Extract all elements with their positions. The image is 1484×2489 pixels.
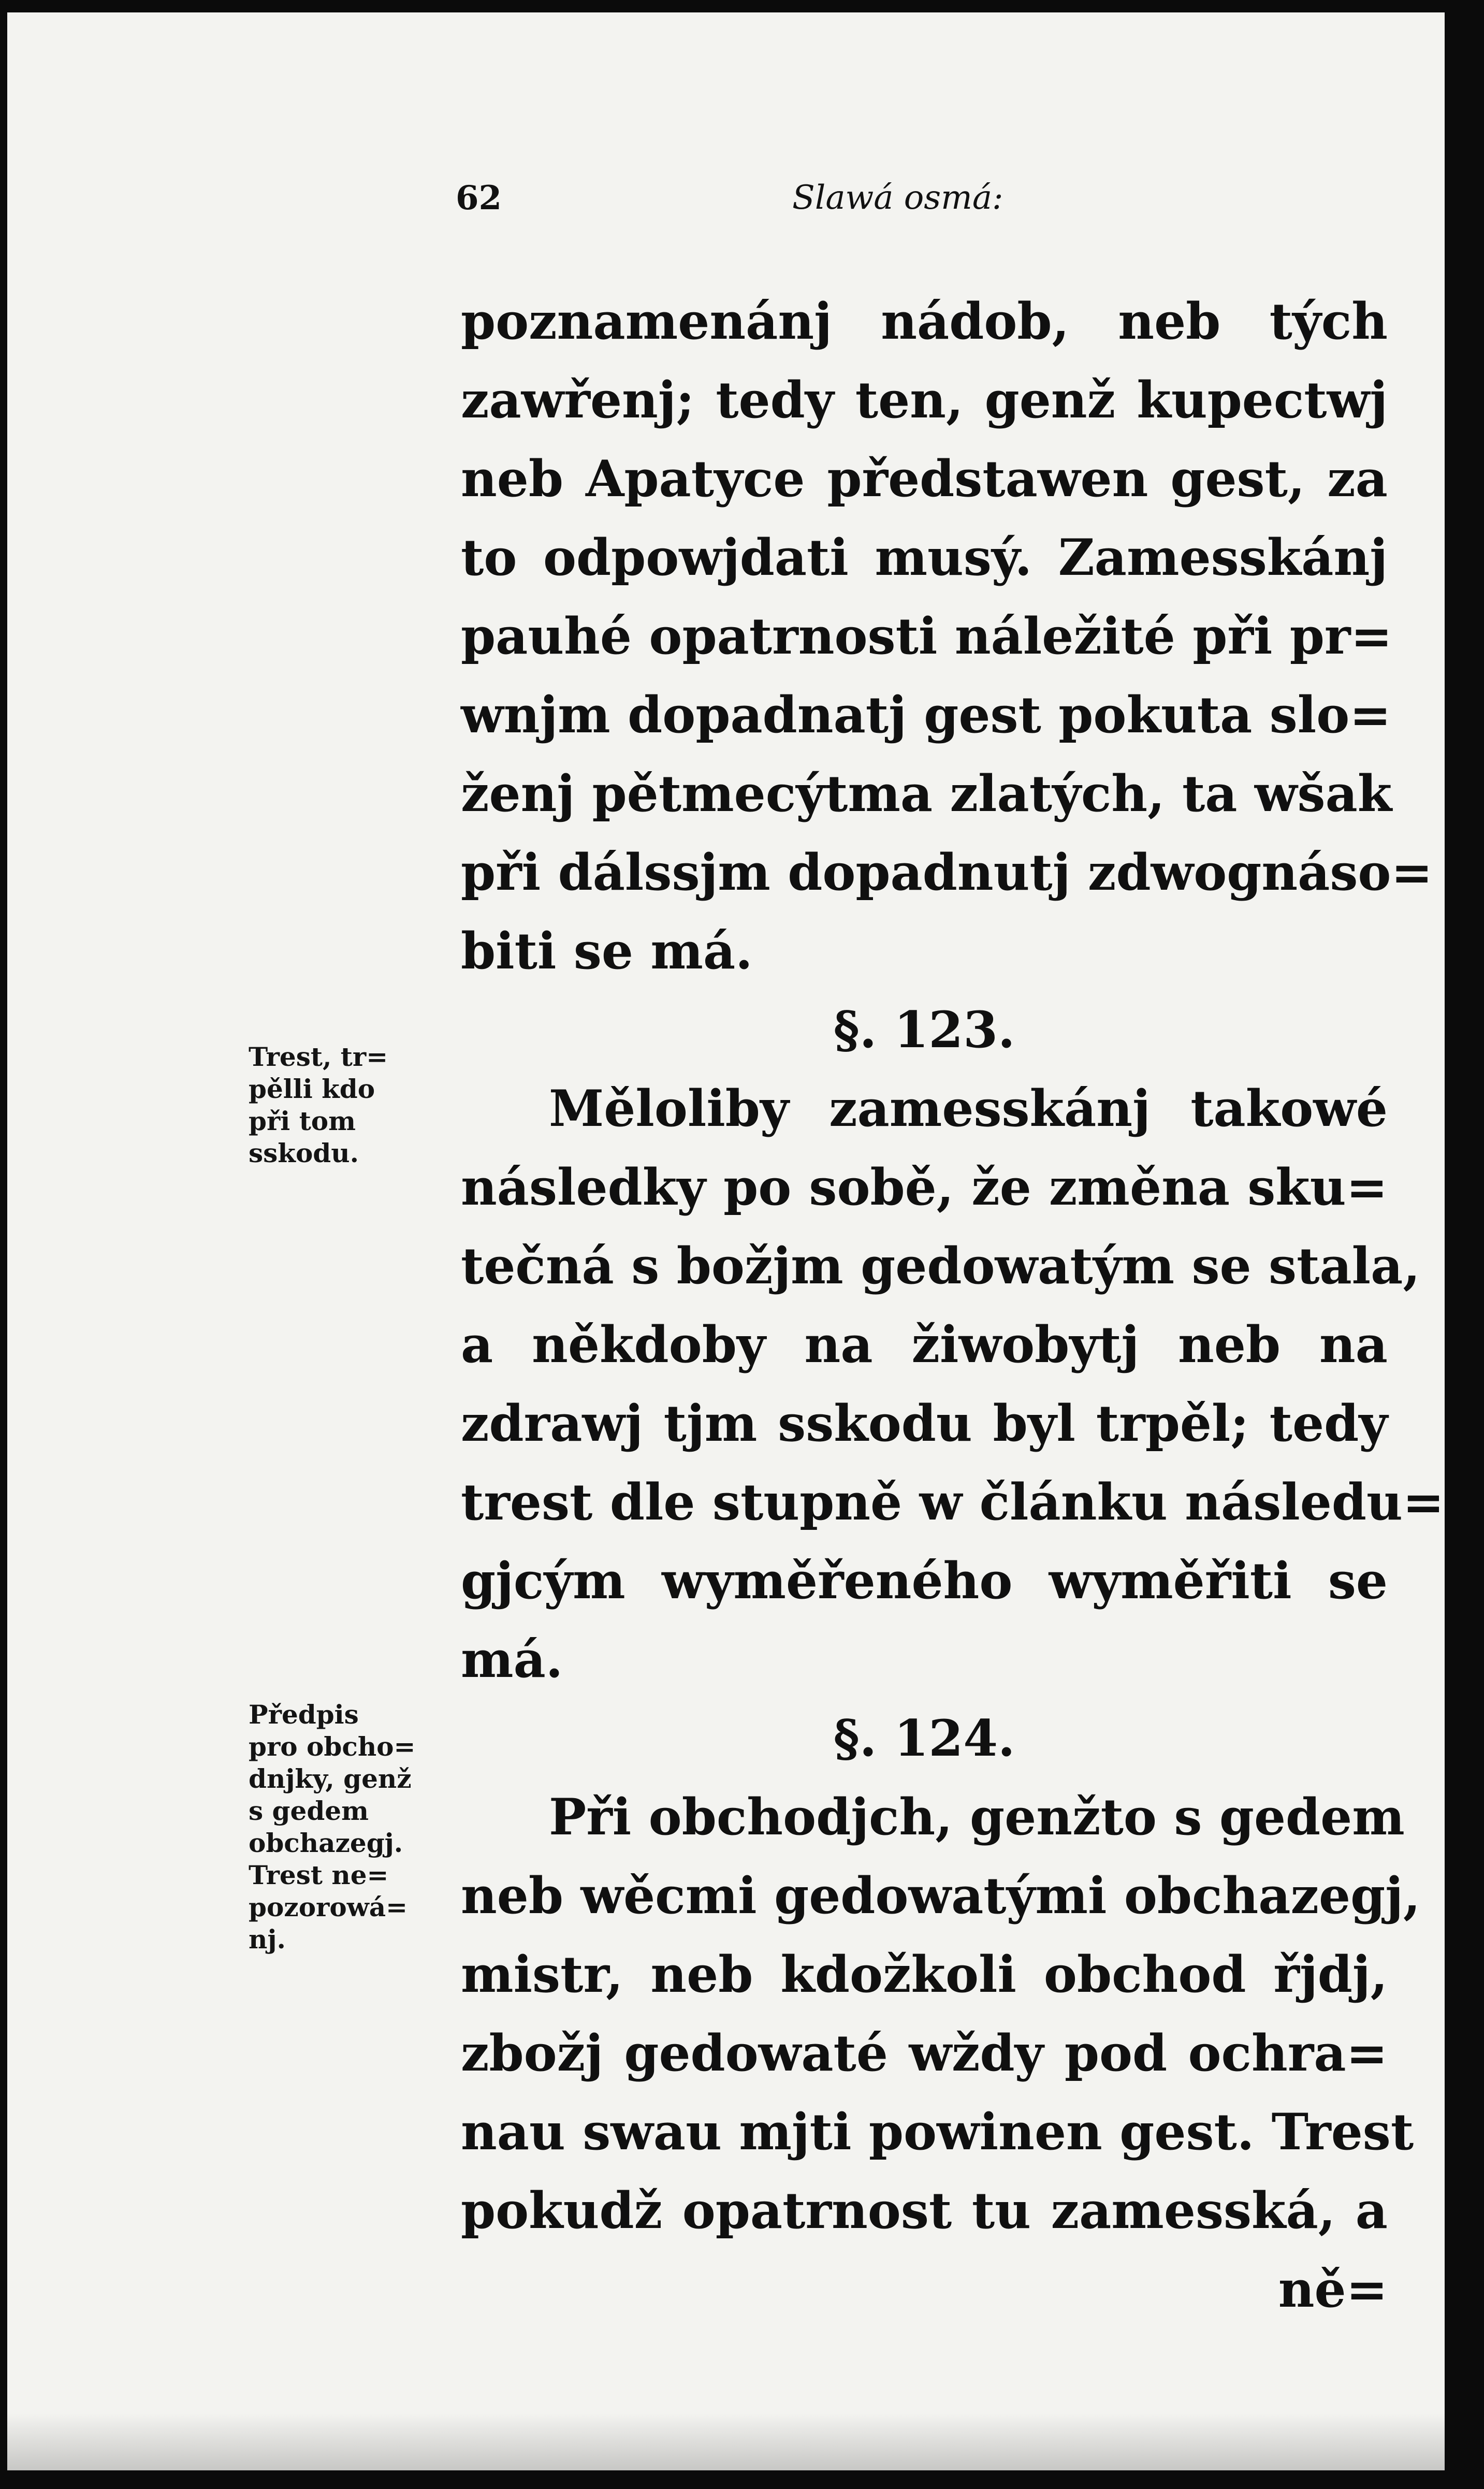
section-heading-123: §. 123. (833, 1001, 1015, 1059)
margin-note-line: Předpis (249, 1699, 359, 1730)
main-text-column (461, 282, 1445, 2329)
margin-note-line: při tom (249, 1106, 356, 1136)
margin-note-line: dnjky, genž (249, 1763, 412, 1794)
margin-note-regulation (249, 1699, 419, 1956)
scan-shadow-bottom (7, 2413, 1445, 2470)
text-line: zdrawj tjm sskodu byl trpěl; tedy (461, 1394, 1388, 1453)
catchword: ně= (1278, 2260, 1388, 2319)
margin-note-line: obchazegj. (249, 1828, 403, 1858)
text-line: biti se má. (461, 922, 753, 980)
text-line: poznamenánj nádob, neb tých (461, 292, 1388, 351)
page-header (456, 179, 1103, 225)
margin-note-line: pozorowá= (249, 1892, 408, 1922)
paragraph-continuation (461, 282, 1433, 991)
scan-border-left (0, 0, 7, 2489)
margin-note-line: sskodu. (249, 1138, 359, 1168)
text-line: mistr, neb kdožkoli obchod řjdj, (461, 1945, 1388, 2004)
text-line: nau swau mjti powinen gest. Trest (461, 2103, 1414, 2161)
margin-note-line: Trest ne= (249, 1860, 389, 1890)
text-line: a někdoby na žiwobytj neb na (461, 1315, 1388, 1374)
margin-note-line: Trest, tr= (249, 1041, 388, 1072)
text-line: ženj pětmecýtma zlatých, ta wšak (461, 764, 1392, 823)
scan-border-bottom (0, 2470, 1484, 2489)
text-line: gjcým wyměřeného wyměřiti se (461, 1552, 1388, 1610)
text-line: pokudž opatrnost tu zamesská, a (461, 2181, 1388, 2240)
page-number: 62 (456, 179, 502, 218)
paragraph-124 (461, 1778, 1421, 2250)
text-line: pauhé opatrnosti náležité při pr= (461, 607, 1392, 665)
text-line: to odpowjdati musý. Zamesskánj (461, 528, 1388, 587)
margin-note-line: nj. (249, 1924, 286, 1955)
margin-note-line: pro obcho= (249, 1731, 416, 1762)
running-head: Slawá osmá: (792, 179, 1003, 217)
margin-note-punishment (249, 1041, 419, 1169)
text-line: zbožj gedowaté wždy pod ochra= (461, 2024, 1388, 2082)
scan-border-right (1445, 0, 1484, 2489)
scan-border-top (0, 0, 1484, 12)
paragraph-123 (461, 1069, 1445, 1699)
section-heading-124: §. 124. (833, 1709, 1015, 1768)
text-line: Při obchodjch, genžto s gedem (549, 1788, 1405, 1846)
text-line: tečná s božjm gedowatým se stala, (461, 1237, 1420, 1295)
text-line: při dálssjm dopadnutj zdwognáso= (461, 843, 1433, 902)
margin-note-line: s gedem (249, 1796, 369, 1826)
text-line: Měloliby zamesskánj takowé (549, 1079, 1388, 1138)
text-line: neb wěcmi gedowatými obchazegj, (461, 1866, 1421, 1925)
text-line: wnjm dopadnatj gest pokuta slo= (461, 686, 1391, 744)
text-line: neb Apatyce předstawen gest, za (461, 450, 1388, 508)
margin-note-line: pělli kdo (249, 1074, 375, 1104)
text-line: zawřenj; tedy ten, genž kupectwj (461, 371, 1388, 429)
text-line: má. (461, 1630, 563, 1689)
text-line: následky po sobě, že změna sku= (461, 1158, 1388, 1217)
text-line: trest dle stupně w článku následu= (461, 1473, 1445, 1531)
